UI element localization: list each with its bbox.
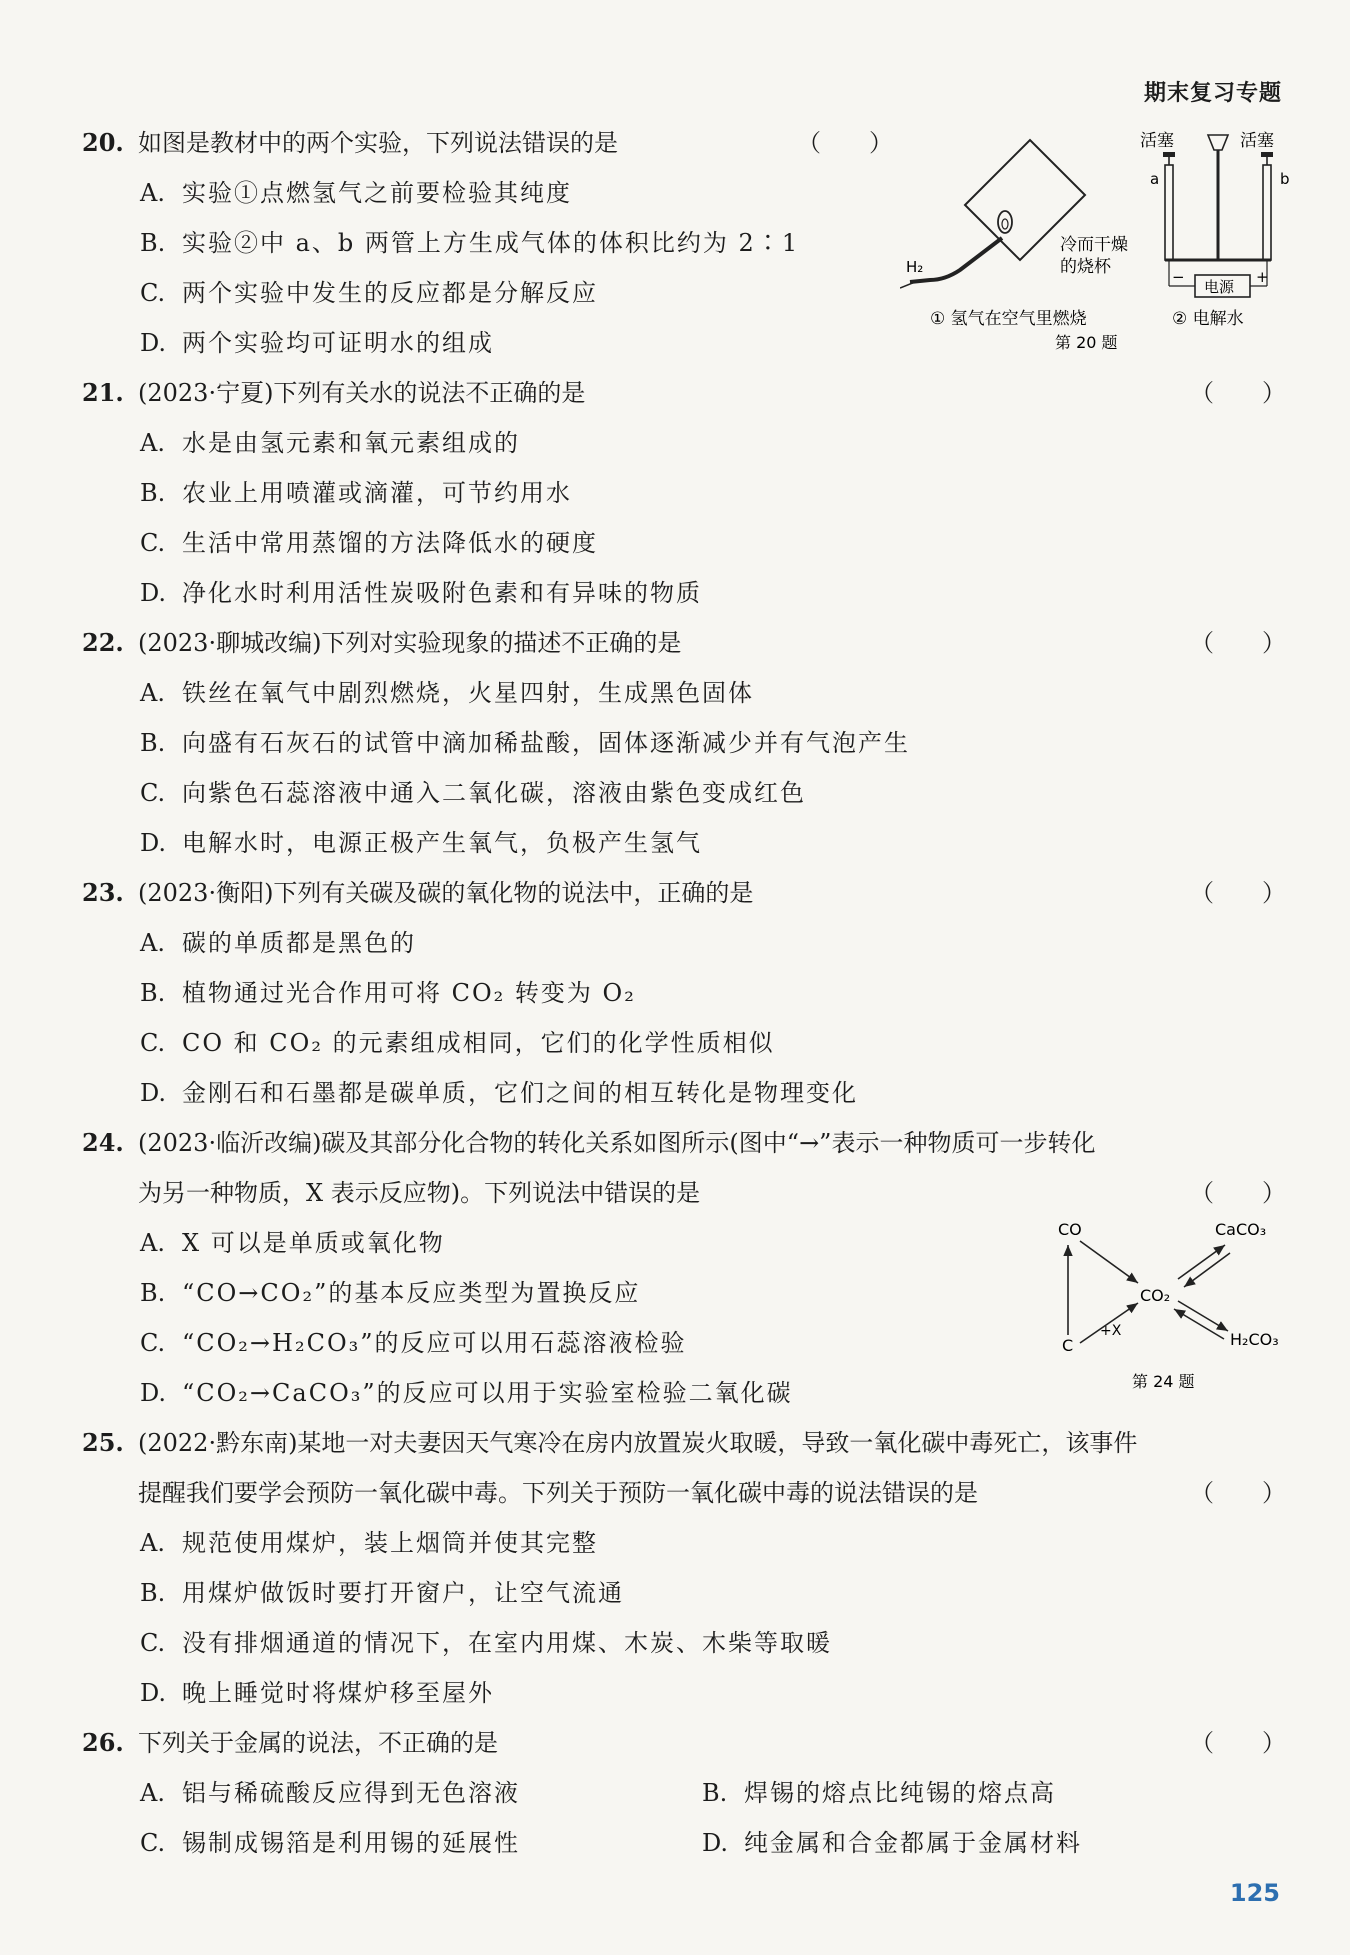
question-stem: (2023·衡阳)下列有关碳及碳的氧化物的说法中，正确的是 bbox=[138, 879, 754, 907]
option-b: B. 实验②中 a、b 两管上方生成气体的体积比约为 2∶1 bbox=[140, 229, 800, 257]
question-stem: (2023·聊城改编)下列对实验现象的描述不正确的是 bbox=[138, 629, 682, 657]
option-d: D. 两个实验均可证明水的组成 bbox=[140, 329, 494, 357]
node-h2co3: H₂CO₃ bbox=[1230, 1330, 1279, 1349]
option-c: C. 没有排烟通道的情况下，在室内用煤、木炭、木柴等取暖 bbox=[140, 1629, 832, 1657]
label-minus: − bbox=[1172, 268, 1185, 286]
option-c: C. 向紫色石蕊溶液中通入二氧化碳，溶液由紫色变成红色 bbox=[140, 779, 806, 807]
option-b: B. 用煤炉做饭时要打开窗户，让空气流通 bbox=[140, 1579, 624, 1607]
label-exp-2: ② 电解水 bbox=[1172, 309, 1244, 329]
option-b: B. 植物通过光合作用可将 CO₂ 转变为 O₂ bbox=[140, 979, 636, 1007]
question-number: 23. bbox=[82, 878, 124, 907]
question-number: 26. bbox=[82, 1728, 124, 1757]
label-valve-right: 活塞 bbox=[1240, 131, 1274, 151]
option-d: D. “CO₂→CaCO₃”的反应可以用于实验室检验二氧化碳 bbox=[140, 1379, 793, 1407]
option-b: B. 焊锡的熔点比纯锡的熔点高 bbox=[702, 1779, 1056, 1807]
figure-24-diagram bbox=[1040, 1215, 1300, 1395]
answer-paren: （ ） bbox=[1190, 1179, 1286, 1207]
question-25 bbox=[82, 1418, 1288, 1718]
option-c: C. 锡制成锡箔是利用锡的延展性 bbox=[140, 1829, 520, 1857]
label-valve-left: 活塞 bbox=[1140, 131, 1174, 151]
option-d: D. 电解水时，电源正极产生氧气，负极产生氢气 bbox=[140, 829, 702, 857]
label-power: 电源 bbox=[1204, 278, 1235, 296]
flame-icon bbox=[998, 211, 1012, 233]
question-23 bbox=[82, 868, 1288, 1118]
option-d: D. 纯金属和合金都属于金属材料 bbox=[702, 1829, 1082, 1857]
option-c: C. 两个实验中发生的反应都是分解反应 bbox=[140, 279, 598, 307]
answer-paren: （ ） bbox=[1190, 629, 1286, 657]
option-a: A. 规范使用煤炉，装上烟筒并使其完整 bbox=[140, 1529, 598, 1557]
node-co2: CO₂ bbox=[1140, 1286, 1171, 1305]
option-a: A. X 可以是单质或氧化物 bbox=[140, 1229, 445, 1257]
figure-20-diagram bbox=[900, 130, 1300, 360]
figure-24-caption: 第 24 题 bbox=[1132, 1372, 1195, 1391]
node-caco3: CaCO₃ bbox=[1215, 1220, 1267, 1239]
question-stem-line-2: 提醒我们要学会预防一氧化碳中毒。下列关于预防一氧化碳中毒的说法错误的是 bbox=[138, 1479, 978, 1507]
label-beaker-2: 的烧杯 bbox=[1060, 257, 1111, 277]
option-c: C. CO 和 CO₂ 的元素组成相同，它们的化学性质相似 bbox=[140, 1029, 775, 1057]
option-b: B. 向盛有石灰石的试管中滴加稀盐酸，固体逐渐减少并有气泡产生 bbox=[140, 729, 910, 757]
option-a: A. 实验①点燃氢气之前要检验其纯度 bbox=[140, 179, 572, 207]
label-beaker: 冷而干燥 bbox=[1060, 235, 1128, 255]
question-number: 22. bbox=[82, 628, 124, 657]
arrow-co-co2 bbox=[1080, 1241, 1138, 1283]
question-stem-line-2: 为另一种物质，X 表示反应物)。下列说法中错误的是 bbox=[138, 1179, 701, 1207]
question-26 bbox=[82, 1718, 1288, 1868]
option-d: D. 晚上睡觉时将煤炉移至屋外 bbox=[140, 1679, 494, 1707]
node-co: CO bbox=[1058, 1220, 1082, 1239]
option-d: D. 净化水时利用活性炭吸附色素和有异味的物质 bbox=[140, 579, 702, 607]
gas-tube bbox=[910, 238, 1002, 282]
node-c: C bbox=[1062, 1336, 1074, 1355]
answer-paren: （ ） bbox=[1190, 1729, 1286, 1757]
question-stem: 如图是教材中的两个实验，下列说法错误的是 bbox=[138, 129, 618, 157]
figure-20-caption: 第 20 题 bbox=[1055, 333, 1118, 352]
question-stem: (2023·宁夏)下列有关水的说法不正确的是 bbox=[138, 379, 586, 407]
question-stem-line-1: (2023·临沂改编)碳及其部分化合物的转化关系如图所示(图中“→”表示一种物质可一步转化 bbox=[138, 1129, 1096, 1157]
option-a: A. 水是由氢元素和氧元素组成的 bbox=[140, 429, 520, 457]
option-row-cd bbox=[82, 1818, 1288, 1868]
answer-paren: （ ） bbox=[1190, 879, 1286, 907]
page-number: 125 bbox=[1229, 1879, 1280, 1907]
option-row-ab bbox=[82, 1768, 1288, 1818]
question-number: 24. bbox=[82, 1128, 124, 1157]
question-22 bbox=[82, 618, 1288, 868]
answer-paren: （ ） bbox=[797, 129, 893, 157]
question-stem: 下列关于金属的说法，不正确的是 bbox=[138, 1729, 498, 1757]
label-a: a bbox=[1150, 170, 1160, 188]
option-b: B. “CO→CO₂”的基本反应类型为置换反应 bbox=[140, 1279, 641, 1307]
option-b: B. 农业上用喷灌或滴灌，可节约用水 bbox=[140, 479, 572, 507]
label-plus: + bbox=[1256, 268, 1269, 286]
label-h2: H₂ bbox=[906, 258, 924, 276]
label-b: b bbox=[1280, 170, 1290, 188]
answer-paren: （ ） bbox=[1190, 1479, 1286, 1507]
option-a: A. 铁丝在氧气中剧烈燃烧，火星四射，生成黑色固体 bbox=[140, 679, 754, 707]
header-title: 期末复习专题 bbox=[1143, 81, 1282, 106]
question-number: 21. bbox=[82, 378, 124, 407]
answer-paren: （ ） bbox=[1190, 379, 1286, 407]
option-c: C. 生活中常用蒸馏的方法降低水的硬度 bbox=[140, 529, 598, 557]
question-number: 20. bbox=[82, 128, 124, 157]
option-d: D. 金刚石和石墨都是碳单质，它们之间的相互转化是物理变化 bbox=[140, 1079, 858, 1107]
label-exp-1: ① 氢气在空气里燃烧 bbox=[930, 309, 1087, 329]
option-a: A. 铝与稀硫酸反应得到无色溶液 bbox=[140, 1779, 520, 1807]
question-stem-line-1: (2022·黔东南)某地一对夫妻因天气寒冷在房内放置炭火取暖，导致一氧化碳中毒死亡，该事件 bbox=[138, 1429, 1138, 1457]
question-21 bbox=[82, 368, 1288, 618]
question-number: 25. bbox=[82, 1428, 124, 1457]
label-x: +X bbox=[1100, 1323, 1122, 1339]
option-a: A. 碳的单质都是黑色的 bbox=[140, 929, 416, 957]
option-c: C. “CO₂→H₂CO₃”的反应可以用石蕊溶液检验 bbox=[140, 1329, 687, 1357]
